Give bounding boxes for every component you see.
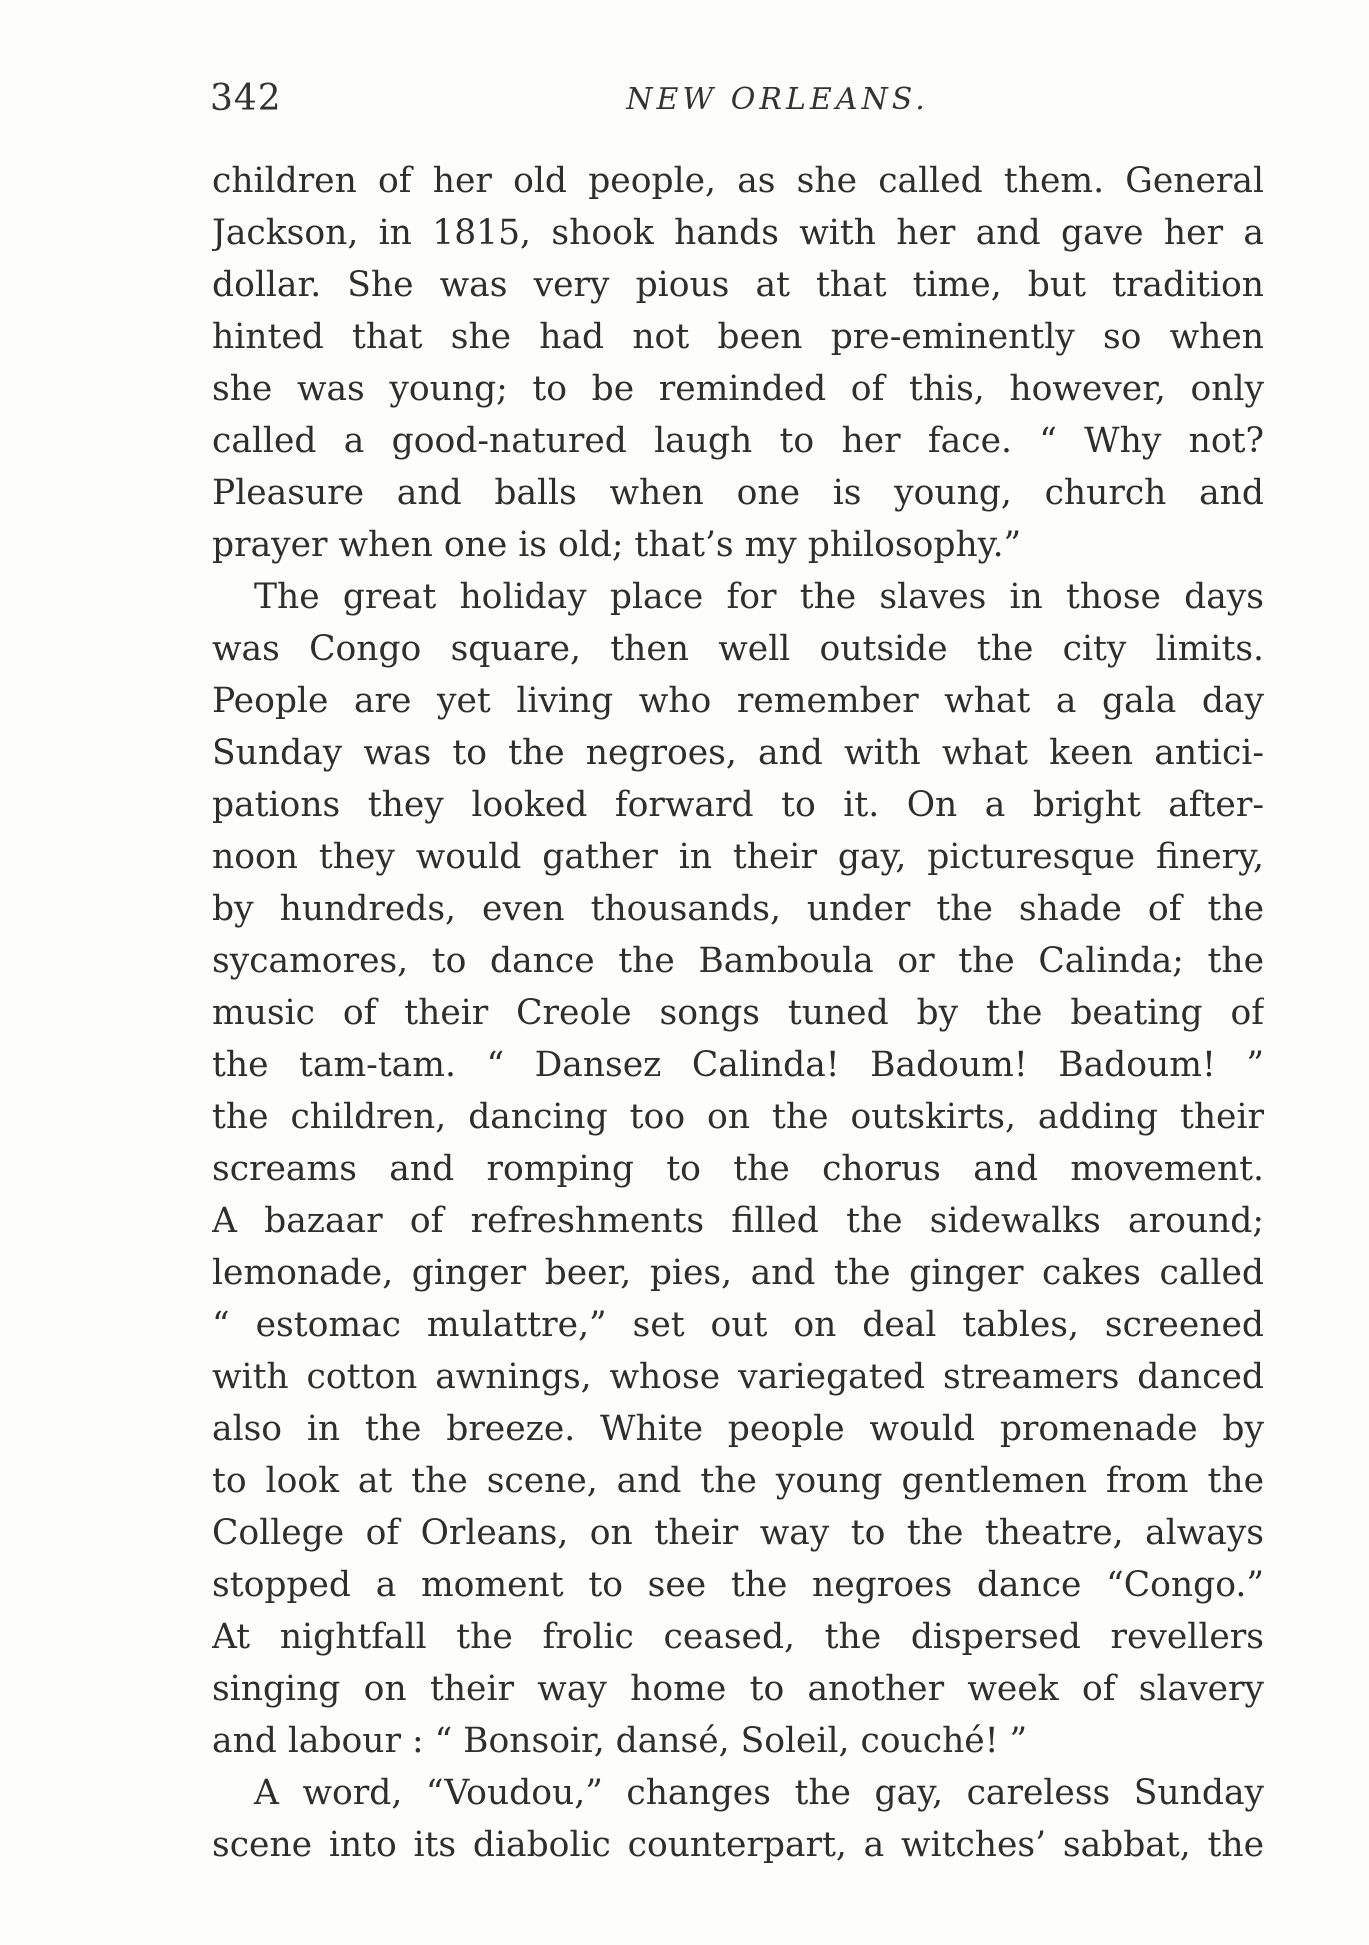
- text-line: music of their Creole songs tuned by the beating of: [212, 993, 1264, 1033]
- text-line: pations they looked forward to it. On a bright after-: [212, 785, 1264, 825]
- text-line: was Congo square, then well outside the city limits.: [212, 629, 1264, 669]
- body-text: [212, 155, 1264, 1871]
- text-line: stopped a moment to see the negroes dance “Congo.”: [212, 1565, 1264, 1605]
- text-line: prayer when one is old; that’s my philosophy.”: [212, 525, 1022, 565]
- text-line: Sunday was to the negroes, and with what keen antici-: [212, 733, 1264, 773]
- text-line: the children, dancing too on the outskirts, adding their: [212, 1097, 1264, 1137]
- text-line: “ estomac mulattre,” set out on deal tables, screened: [212, 1305, 1264, 1345]
- text-line: lemonade, ginger beer, pies, and the ginger cakes called: [212, 1253, 1264, 1293]
- text-line: People are yet living who remember what a gala day: [212, 681, 1264, 721]
- text-line: and labour : “ Bonsoir, dansé, Soleil, couché! ”: [212, 1721, 1028, 1761]
- text-line: noon they would gather in their gay, picturesque finery,: [212, 837, 1264, 877]
- text-line: Pleasure and balls when one is young, church and: [212, 473, 1264, 513]
- running-title: NEW ORLEANS.: [626, 82, 929, 117]
- text-line: dollar. She was very pious at that time, but tradition: [212, 265, 1264, 305]
- text-line: hinted that she had not been pre-eminently so when: [212, 317, 1264, 357]
- page-number: 342: [210, 78, 282, 119]
- text-line: sycamores, to dance the Bamboula or the Calinda; the: [212, 941, 1264, 981]
- text-line: children of her old people, as she called them. General: [212, 161, 1264, 201]
- text-line: scene into its diabolic counterpart, a witches’ sabbat, the: [212, 1825, 1264, 1865]
- text-line: with cotton awnings, whose variegated streamers danced: [212, 1357, 1264, 1397]
- text-line: the tam-tam. “ Dansez Calinda! Badoum! Badoum! ”: [212, 1045, 1264, 1085]
- text-line: Jackson, in 1815, shook hands with her and gave her a: [212, 213, 1264, 253]
- text-line: by hundreds, even thousands, under the shade of the: [212, 889, 1264, 929]
- paragraph-start-line: A word, “Voudou,” changes the gay, careless Sunday: [254, 1773, 1264, 1813]
- text-line: singing on their way home to another week of slavery: [212, 1669, 1264, 1709]
- text-line: College of Orleans, on their way to the theatre, always: [212, 1513, 1264, 1553]
- paragraph-start-line: The great holiday place for the slaves in those days: [254, 577, 1264, 617]
- text-line: A bazaar of refreshments filled the sidewalks around;: [212, 1201, 1264, 1241]
- running-head: [210, 78, 1265, 128]
- text-line: screams and romping to the chorus and movement.: [212, 1149, 1264, 1189]
- text-line: At nightfall the frolic ceased, the dispersed revellers: [212, 1617, 1264, 1657]
- text-line: called a good-natured laugh to her face. “ Why not?: [212, 421, 1264, 461]
- text-line: she was young; to be reminded of this, however, only: [212, 369, 1264, 409]
- text-line: to look at the scene, and the young gentlemen from the: [212, 1461, 1264, 1501]
- text-line: also in the breeze. White people would promenade by: [212, 1409, 1264, 1449]
